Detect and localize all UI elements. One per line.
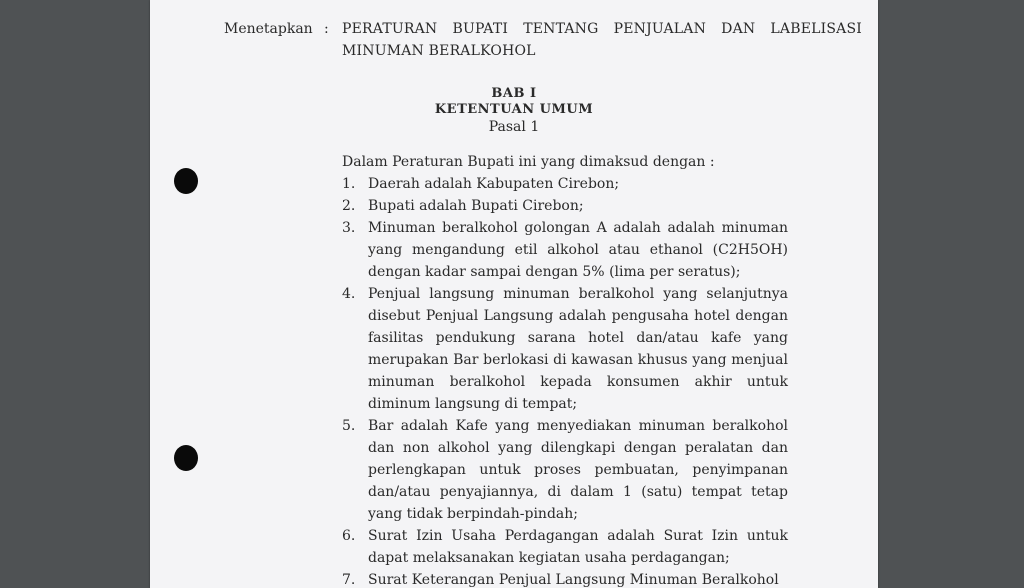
chapter-number: BAB I xyxy=(491,86,537,101)
list-item-number: 3. xyxy=(342,220,356,236)
list-item-number: 2. xyxy=(342,198,356,214)
punch-hole-bottom xyxy=(174,445,198,471)
decree-title: PERATURAN BUPATI TENTANG PENJUALAN DAN LABELISASI MINUMAN BERALKOHOL xyxy=(342,21,862,59)
list-item xyxy=(342,569,788,588)
list-item-text: Surat Izin Usaha Perdagangan adalah Surat Izin untuk dapat melaksanakan kegiatan usaha perdagangan; xyxy=(368,528,788,566)
list-item-text: Bupati adalah Bupati Cirebon; xyxy=(368,198,584,214)
list-item xyxy=(342,415,788,525)
list-item xyxy=(342,525,788,569)
list-item-number: 5. xyxy=(342,418,356,434)
list-item-text: Surat Keterangan Penjual Langsung Minuman Beralkohol xyxy=(368,572,779,588)
chapter-title: KETENTUAN UMUM xyxy=(434,102,594,117)
document-page xyxy=(150,0,878,588)
list-item xyxy=(342,283,788,415)
list-item-number: 1. xyxy=(342,176,356,192)
list-item-text: Penjual langsung minuman beralkohol yang selanjutnya disebut Penjual Langsung adalah pengusaha hotel dengan fasilitas pendukung sarana hotel dan/atau kafe yang merupakan Bar berlokasi di kawasan khusus yang menjual minuman beralkohol kepada konsumen akhir untuk diminum langsung di tempat; xyxy=(368,286,788,412)
list-item-number: 6. xyxy=(342,528,356,544)
decree-colon: : xyxy=(324,21,329,37)
list-item-text: Bar adalah Kafe yang menyediakan minuman beralkohol dan non alkohol yang dilengkapi dengan peralatan dan perlengkapan untuk proses pembuatan, penyimpanan dan/atau penyajiannya, di dalam 1 (satu) tempat tetap yang tidak berpindah-pindah; xyxy=(368,418,788,522)
list-item-text: Daerah adalah Kabupaten Cirebon; xyxy=(368,176,620,192)
list-item-text: Minuman beralkohol golongan A adalah adalah minuman yang mengandung etil alkohol atau ethanol (C2H5OH) dengan kadar sampai dengan 5% (lima per seratus); xyxy=(368,220,788,280)
list-item-number: 7. xyxy=(342,572,356,588)
list-item xyxy=(342,217,788,283)
article-title: Pasal 1 xyxy=(488,119,540,135)
decree-label: Menetapkan xyxy=(224,21,313,37)
definitions-intro: Dalam Peraturan Bupati ini yang dimaksud dengan : xyxy=(342,154,715,170)
definitions-list xyxy=(342,173,788,588)
list-item xyxy=(342,173,788,195)
punch-hole-top xyxy=(174,168,198,194)
list-item-number: 4. xyxy=(342,286,356,302)
list-item xyxy=(342,195,788,217)
